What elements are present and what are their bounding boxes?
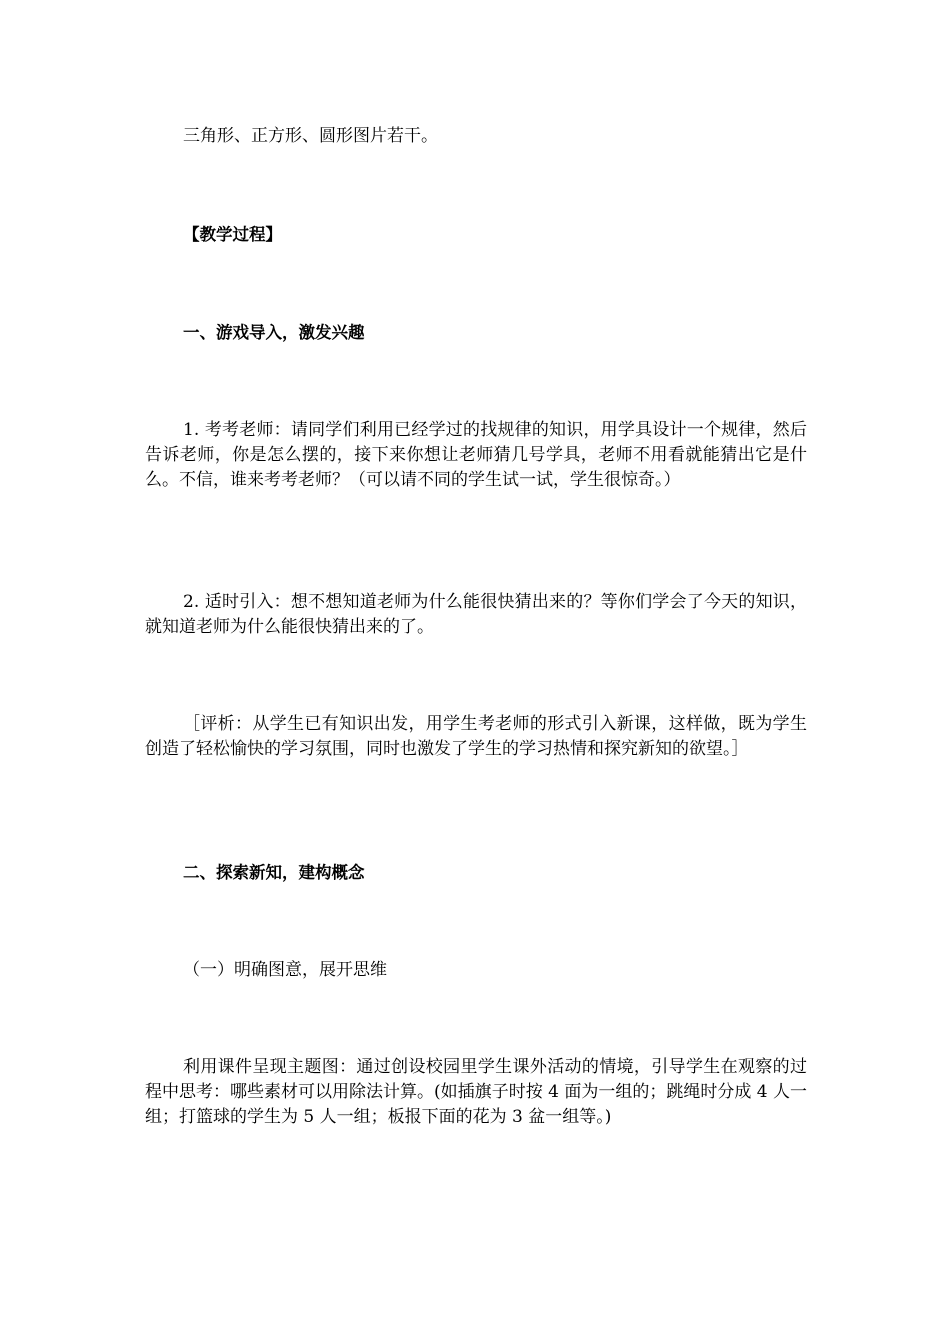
paragraph-1: 1. 考考老师：请同学们利用已经学过的找规律的知识，用学具设计一个规律，然后告诉老师，你是怎么摆的，接下来你想让老师猜几号学具，老师不用看就能猜出它是什么。不信，谁来考考老师？（可以请不同的学生试一试，学生很惊奇。） [145, 420, 807, 490]
subsection-1-heading: （一）明确图意，展开思维 [183, 960, 387, 980]
materials-text: 三角形、正方形、圆形图片若干。 [183, 126, 438, 146]
section-2-heading: 二、探索新知，建构概念 [183, 863, 365, 882]
paragraph-2: 2. 适时引入：想不想知道老师为什么能很快猜出来的？等你们学会了今天的知识，就知道老师为什么能很快猜出来的了。 [145, 592, 807, 637]
teaching-process-heading: 【教学过程】 [183, 225, 282, 244]
comment-1: ［评析：从学生已有知识出发，用学生考老师的形式引入新课，这样做，既为学生创造了轻松愉快的学习氛围，同时也激发了学生的学习热情和探究新知的欲望。］ [145, 714, 807, 759]
paragraph-3: 利用课件呈现主题图：通过创设校园里学生课外活动的情境，引导学生在观察的过程中思考：哪些素材可以用除法计算。(如插旗子时按 4 面为一组的；跳绳时分成 4 人一组；打篮球的学生为 5 人一组；板报下面的花为 3 盆一组等。) [145, 1057, 807, 1127]
section-1-heading: 一、游戏导入，激发兴趣 [183, 323, 365, 342]
